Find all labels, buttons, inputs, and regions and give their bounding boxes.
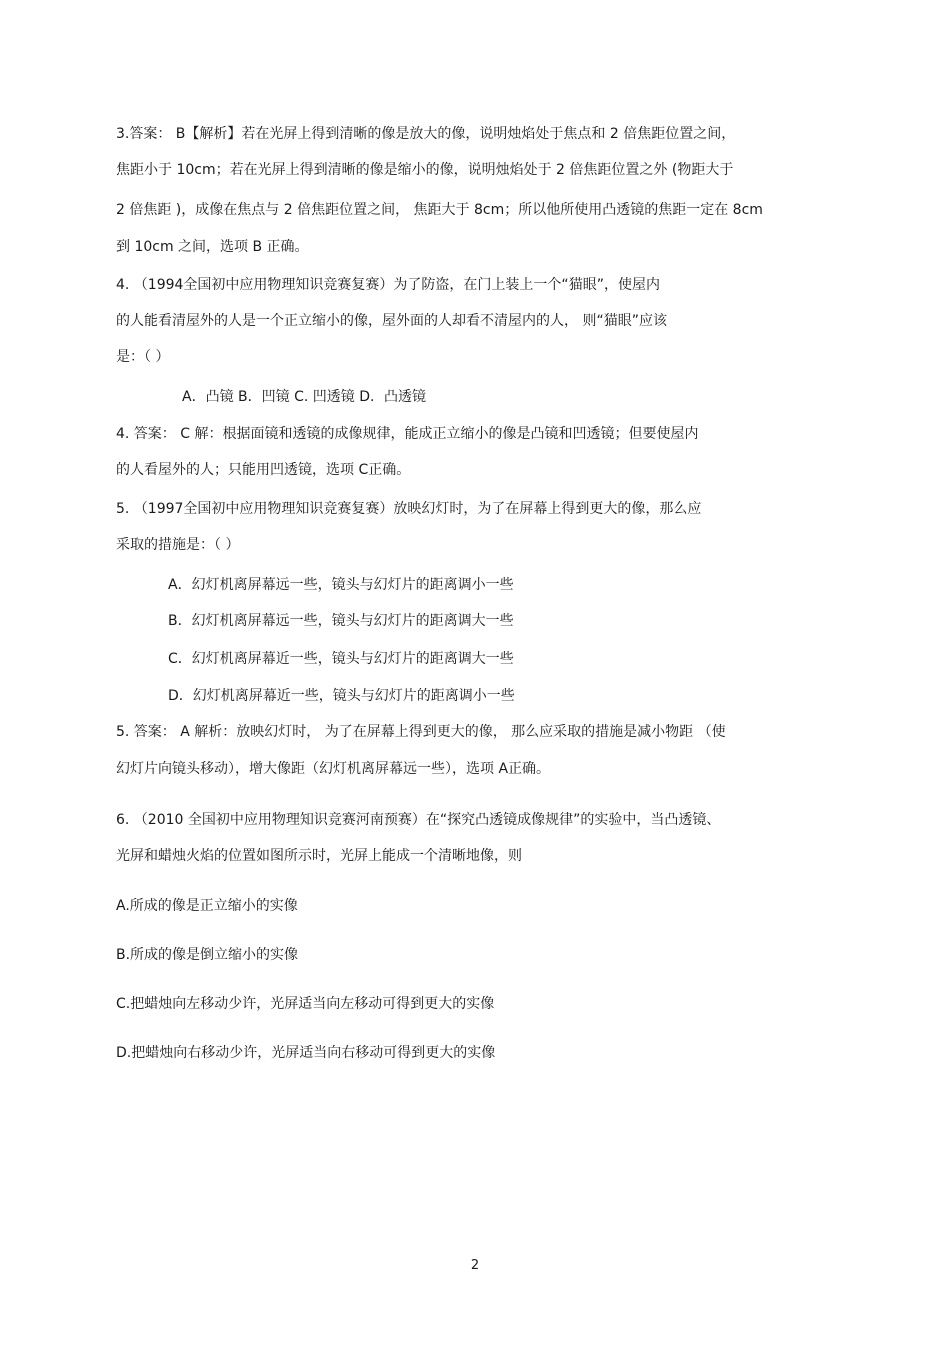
q4-line-2: 的人能看清屋外的人是一个正立缩小的像，屋外面的人却看不清屋内的人， 则“猫眼”应该 [116, 313, 667, 329]
q3-answer-line-2: 焦距小于 10cm；若在光屏上得到清晰的像是缩小的像，说明烛焰处于 2 倍焦距位置之外 (物距大于 [116, 162, 734, 178]
q5-option-c: C．幻灯机离屏幕近一些，镜头与幻灯片的距离调大一些 [168, 651, 514, 667]
q6-option-d: D.把蜡烛向右移动少许，光屏适当向右移动可得到更大的实像 [116, 1045, 496, 1061]
q5-option-d: D．幻灯机离屏幕近一些，镜头与幻灯片的距离调小一些 [168, 688, 515, 704]
q3-answer-line-1: 3.答案： B【解析】若在光屏上得到清晰的像是放大的像，说明烛焰处于焦点和 2 倍焦距位置之间， [116, 126, 736, 142]
q5-answer-line-2: 幻灯片向镜头移动），增大像距（幻灯机离屏幕远一些），选项 A正确。 [116, 761, 551, 777]
q3-answer-line-3: 2 倍焦距 )，成像在焦点与 2 倍焦距位置之间， 焦距大于 8cm；所以他所使用凸透镜的焦距一定在 8cm [116, 202, 763, 218]
q4-options: A．凸镜 B．凹镜 C. 凹透镜 D．凸透镜 [182, 389, 426, 405]
q6-line-2: 光屏和蜡烛火焰的位置如图所示时，光屏上能成一个清晰地像，则 [116, 848, 522, 864]
q4-answer-line-1: 4. 答案： C 解：根据面镜和透镜的成像规律，能成正立缩小的像是凸镜和凹透镜；但要使屋内 [116, 426, 699, 442]
q5-line-1: 5. （1997全国初中应用物理知识竞赛复赛）放映幻灯时，为了在屏幕上得到更大的像，那么应 [116, 501, 702, 517]
q5-line-2: 采取的措施是：（ ） [116, 537, 240, 553]
q5-option-a: A．幻灯机离屏幕远一些，镜头与幻灯片的距离调小一些 [168, 577, 514, 593]
q6-line-1: 6. （2010 全国初中应用物理知识竞赛河南预赛）在“探究凸透镜成像规律”的实验中，当凸透镜、 [116, 812, 721, 828]
q6-option-a: A.所成的像是正立缩小的实像 [116, 898, 298, 914]
q4-line-3: 是：（ ） [116, 349, 170, 365]
q5-option-b: B．幻灯机离屏幕远一些，镜头与幻灯片的距离调大一些 [168, 613, 514, 629]
q6-option-b: B.所成的像是倒立缩小的实像 [116, 947, 299, 963]
q3-answer-line-4: 到 10cm 之间，选项 B 正确。 [116, 239, 309, 255]
q5-answer-line-1: 5. 答案： A 解析：放映幻灯时， 为了在屏幕上得到更大的像， 那么应采取的措施是减小物距 （使 [116, 724, 726, 740]
q6-option-c: C.把蜡烛向左移动少许，光屏适当向左移动可得到更大的实像 [116, 996, 495, 1012]
page-number: 2 [470, 1258, 480, 1273]
q4-answer-line-2: 的人看屋外的人；只能用凹透镜，选项 C正确。 [116, 462, 411, 478]
q4-line-1: 4. （1994全国初中应用物理知识竞赛复赛）为了防盗，在门上装上一个“猫眼”，使屋内 [116, 277, 660, 293]
